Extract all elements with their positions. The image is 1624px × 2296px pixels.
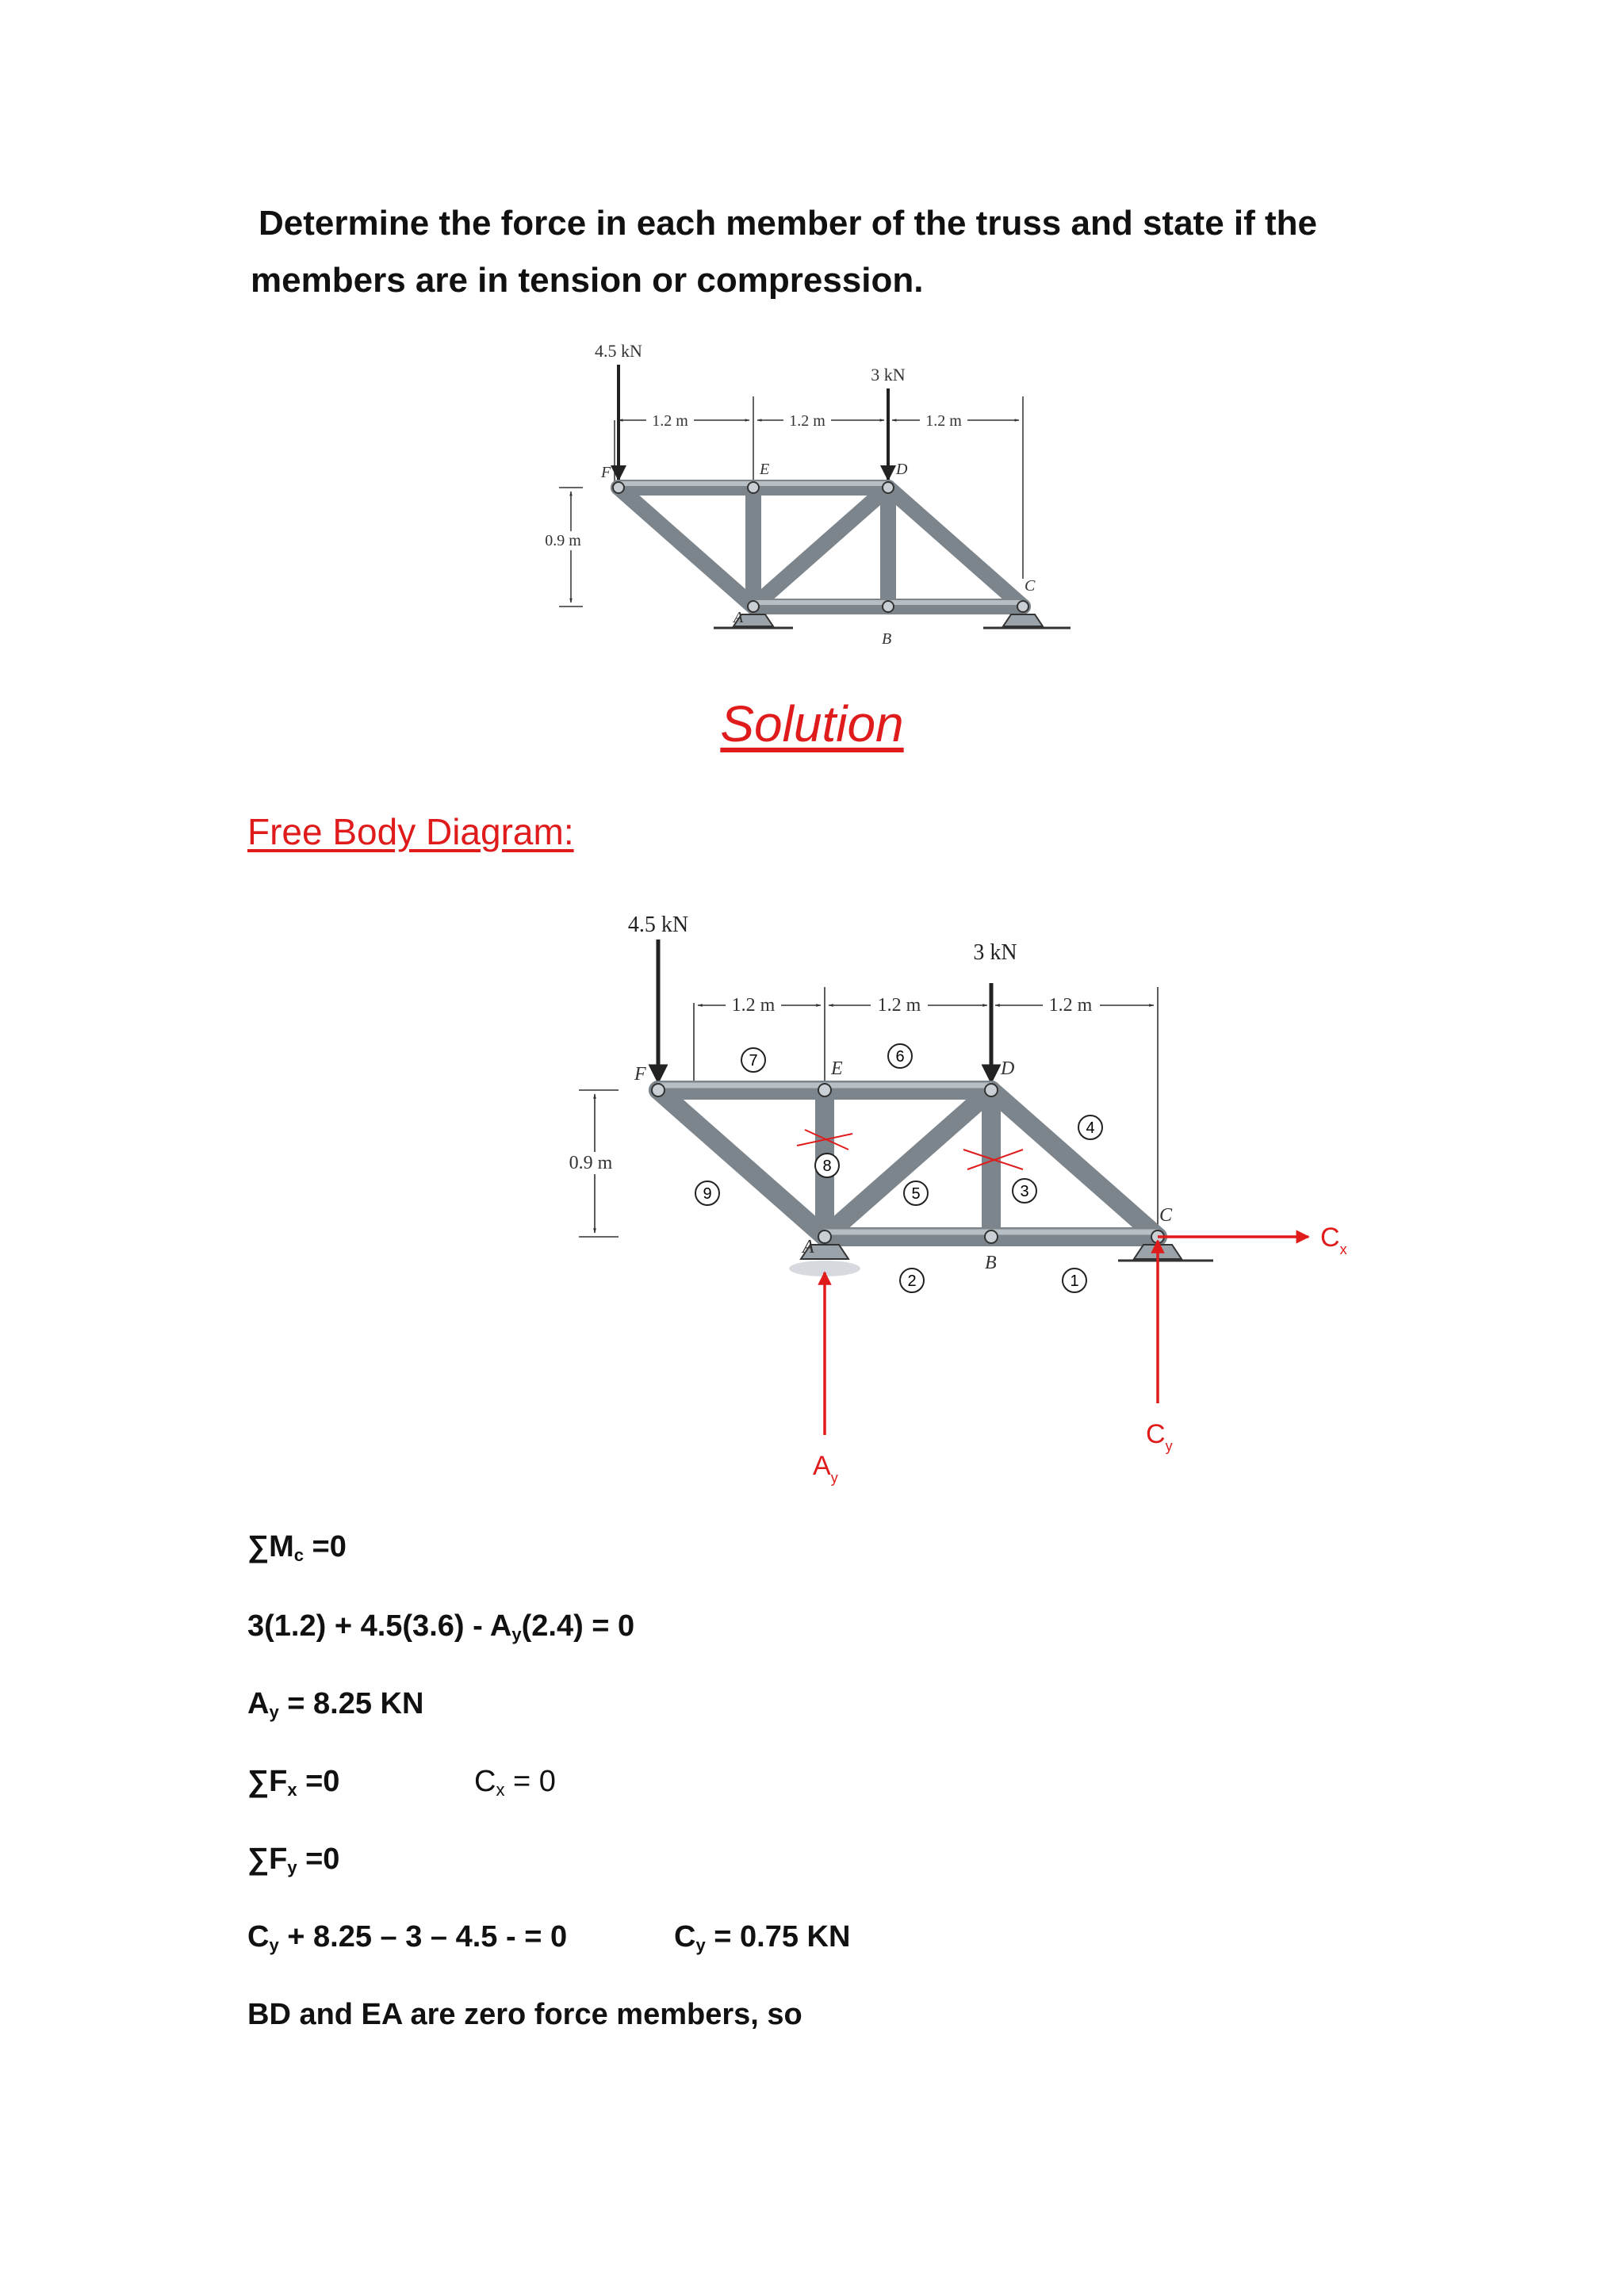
member-number-8 xyxy=(815,1154,839,1177)
fbd-truss-members xyxy=(658,1090,1158,1237)
fbd-node-label-e: E xyxy=(831,1058,843,1079)
node-label-c: C xyxy=(1025,577,1036,595)
member-number-4 xyxy=(1078,1115,1102,1139)
svg-text:7: 7 xyxy=(749,1052,758,1070)
member-number-6 xyxy=(888,1044,912,1068)
equation-moment-values: $3(1.2) + 4.5(3.6) - A_y(2.4) = 0$ xyxy=(247,1609,635,1644)
problem-line-1: Determine the force in each member of the truss and state if the xyxy=(259,204,1317,243)
fbd-load-label-left: 4.5 kN xyxy=(627,913,689,937)
free-body-diagram-figure xyxy=(515,904,1467,1506)
svg-text:1: 1 xyxy=(1070,1272,1079,1290)
equation-fx-sum: $\sum F_x =0$ xyxy=(247,1765,340,1800)
svg-text:2: 2 xyxy=(907,1272,917,1290)
fbd-load-label-right: 3 kN xyxy=(973,940,1017,965)
svg-text:3: 3 xyxy=(1020,1183,1029,1200)
fbd-node-label-a: A xyxy=(802,1237,814,1257)
reaction-label-cy: $C_y$ xyxy=(1146,1419,1173,1454)
free-body-diagram-heading: Free Body Diagram: xyxy=(247,811,574,852)
node-label-a: A xyxy=(733,609,744,626)
load-label-left: 4.5 kN xyxy=(595,341,642,361)
member-number-1 xyxy=(1063,1269,1086,1292)
dimension-label-1: 1.2 m xyxy=(652,412,688,430)
fbd-node-label-c: C xyxy=(1159,1205,1173,1226)
support-c xyxy=(1003,614,1043,626)
truss-members xyxy=(619,488,1023,607)
member-number-7 xyxy=(741,1048,765,1072)
free-body-diagram xyxy=(515,904,1467,1506)
member-number-9 xyxy=(695,1181,719,1205)
truss-diagram xyxy=(508,333,1110,666)
dimension-label-2: 1.2 m xyxy=(789,412,825,430)
node-label-b: B xyxy=(882,630,892,648)
problem-line-2: members are in tension or compression. xyxy=(251,261,924,300)
problem-statement xyxy=(251,195,1408,309)
node-label-e: E xyxy=(760,461,770,478)
fbd-dimension-label-2: 1.2 m xyxy=(877,995,921,1016)
equation-fy-sum: $\sum F_y =0$ xyxy=(247,1843,340,1877)
fbd-node-label-b: B xyxy=(985,1253,997,1273)
fbd-height-label: 0.9 m xyxy=(569,1153,613,1173)
solution-title: Solution xyxy=(720,695,904,752)
member-number-2 xyxy=(900,1269,924,1292)
equation-moment-sum: $\sum M_c =0$ xyxy=(247,1530,347,1565)
member-number-5 xyxy=(904,1181,928,1205)
truss-figure xyxy=(508,333,1110,666)
zero-force-members-note: BD and EA are zero force members, so xyxy=(247,1998,802,2031)
fbd-node-label-f: F xyxy=(634,1064,646,1085)
svg-text:5: 5 xyxy=(911,1185,921,1203)
dimension-label-3: 1.2 m xyxy=(925,412,962,430)
member-number-3 xyxy=(1013,1179,1036,1203)
load-label-right: 3 kN xyxy=(871,365,906,385)
height-label: 0.9 m xyxy=(545,532,581,549)
svg-text:9: 9 xyxy=(703,1185,712,1203)
fbd-dimension-label-3: 1.2 m xyxy=(1048,995,1093,1016)
reaction-label-cx: $C_x$ xyxy=(1320,1223,1347,1257)
svg-text:8: 8 xyxy=(822,1158,832,1175)
svg-text:4: 4 xyxy=(1086,1119,1095,1137)
fbd-node-label-d: D xyxy=(1001,1058,1015,1079)
reaction-label-ay: $A_y$ xyxy=(813,1451,838,1486)
equation-ay-result: $A_y = 8.25$ KN xyxy=(247,1687,424,1722)
equation-cy-result: $C_y = 0.75$ KN xyxy=(674,1920,851,1955)
equation-cx-result: $C_x = 0$ xyxy=(474,1765,556,1800)
svg-text:6: 6 xyxy=(895,1048,905,1066)
node-label-f: F xyxy=(601,464,611,481)
node-label-d: D xyxy=(896,461,908,478)
equation-cy-values: $C_y + 8.25 - 3 - 4.5$ - = 0 xyxy=(247,1920,568,1955)
fbd-dimension-label-1: 1.2 m xyxy=(731,995,776,1016)
